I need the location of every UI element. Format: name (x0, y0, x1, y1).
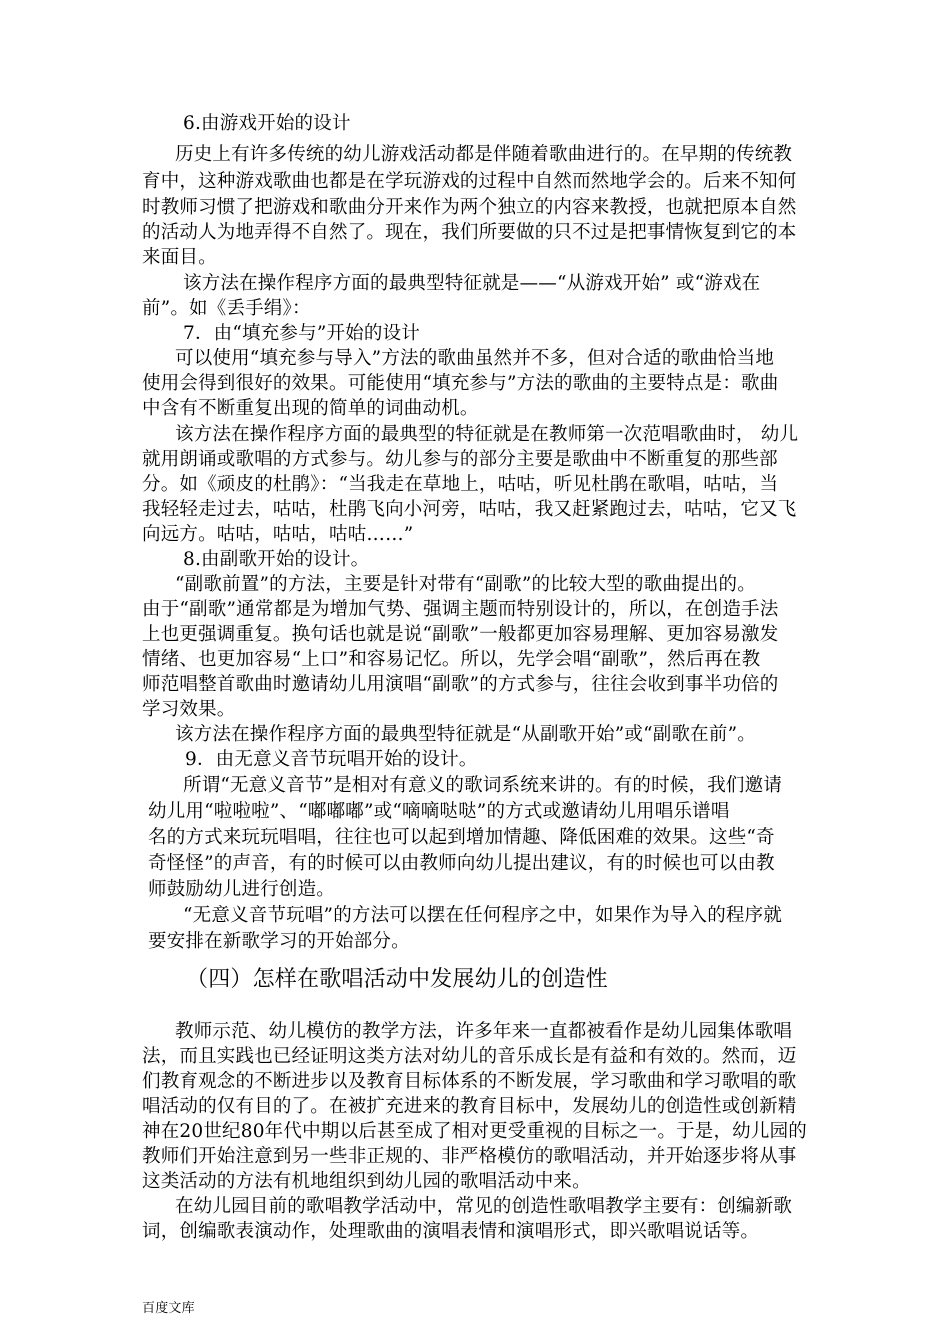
text-line: 学习效果。 (142, 699, 236, 720)
text-line: 幼儿用“啦啦啦”、“嘟嘟嘟”或“嘀嘀哒哒”的方式或邀请幼儿用唱乐谱唱 (148, 801, 730, 822)
text-line: 教师示范、幼儿模仿的教学方法，许多年来一直都被看作是幼儿园集体歌唱 (175, 1021, 793, 1042)
text-line: 唱活动的仅有目的了。在被扩充进来的教育目标中，发展幼儿的创造性或创新精 (142, 1096, 797, 1117)
text-line: 使用会得到很好的效果。可能使用“填充参与”方法的歌曲的主要特点是：歌曲 (142, 373, 779, 394)
text-line: “无意义音节玩唱”的方法可以摆在任何程序之中，如果作为导入的程序就 (183, 905, 783, 926)
text-line: 师范唱整首歌曲时邀请幼儿用演唱“副歌”的方式参与，往往会收到事半功倍的 (142, 674, 779, 695)
text-line: 们教育观念的不断进步以及教育目标体系的不断发展，学习歌曲和学习歌唱的歌 (142, 1071, 797, 1092)
text-line: 向远方。咕咕，咕咕，咕咕……” (142, 524, 414, 545)
section-heading-8: 8.由副歌开始的设计。 (183, 549, 370, 570)
text-line: 该方法在操作程序方面的最典型特征就是“从副歌开始”或“副歌在前”。 (175, 724, 756, 745)
text-line: 可以使用“填充参与导入”方法的歌曲虽然并不多，但对合适的歌曲恰当地 (175, 348, 775, 369)
text-line: 要安排在新歌学习的开始部分。 (148, 931, 410, 952)
text-line: 奇怪怪”的声音，有的时候可以由教师向幼儿提出建议，有的时候也可以由教 (148, 853, 775, 874)
text-line: 师鼓励幼儿进行创造。 (148, 879, 336, 900)
text-line: 情绪、也更加容易“上口”和容易记忆。所以，先学会唱“副歌”，然后再在教 (142, 649, 761, 670)
text-line: 就用朗诵或歌唱的方式参与。幼儿参与的部分主要是歌曲中不断重复的那些部 (142, 449, 778, 470)
text-line: 的活动人为地弄得不自然了。现在，我们所要做的只不过是把事情恢复到它的本 (142, 222, 797, 243)
text-line: 教师们开始注意到另一些非正规的、非严格模仿的歌唱活动，并开始逐步将从事 (142, 1146, 797, 1167)
text-line: 时教师习惯了把游戏和歌曲分开来作为两个独立的内容来教授，也就把原本自然 (142, 197, 797, 218)
text-line: 名的方式来玩玩唱唱，往往也可以起到增加情趣、降低困难的效果。这些“奇 (148, 827, 775, 848)
text-line: 这类活动的方法有机地组织到幼儿园的歌唱活动中来。 (142, 1171, 591, 1192)
text-line: “副歌前置”的方法，主要是针对带有“副歌”的比较大型的歌曲提出的。 (175, 574, 756, 595)
text-line: 中含有不断重复出现的简单的词曲动机。 (142, 398, 479, 419)
text-line: 法，而且实践也已经证明这类方法对幼儿的音乐成长是有益和有效的。然而，迈 (142, 1046, 797, 1067)
text-line: 所谓“无意义音节”是相对有意义的歌词系统来讲的。有的时候，我们邀请 (183, 775, 783, 796)
text-line: 前”。如《丢手绢》： (142, 298, 311, 319)
section-heading-7: 7．由“填充参与”开始的设计 (183, 323, 420, 344)
text-line: 上也更强调重复。换句话也就是说“副歌”一般都更加容易理解、更加容易激发 (142, 624, 779, 645)
text-line: 该方法在操作程序方面的最典型的特征就是在教师第一次范唱歌曲时， 幼儿 (175, 424, 799, 445)
text-line: 来面目。 (142, 247, 217, 268)
chapter-heading: （四）怎样在歌唱活动中发展幼儿的创造性 (186, 967, 608, 992)
section-heading-6: 6.由游戏开始的设计 (183, 113, 351, 134)
text-line: 在幼儿园目前的歌唱教学活动中，常见的创造性歌唱教学主要有：创编新歌 (175, 1196, 793, 1217)
text-line: 由于“副歌”通常都是为增加气势、强调主题而特别设计的，所以，在创造手法 (142, 599, 779, 620)
text-line: 词，创编歌表演动作，处理歌曲的演唱表情和演唱形式，即兴歌唱说话等。 (142, 1221, 760, 1242)
text-line: 历史上有许多传统的幼儿游戏活动都是伴随着歌曲进行的。在早期的传统教 (175, 144, 793, 165)
text-line: 该方法在操作程序方面的最典型特征就是——“从游戏开始” 或“游戏在 (183, 273, 761, 294)
text-line: 我轻轻走过去，咕咕，杜鹃飞向小河旁，咕咕，我又赶紧跑过去，咕咕，它又飞 (142, 499, 797, 520)
text-line: 育中，这种游戏歌曲也都是在学玩游戏的过程中自然而然地学会的。后来不知何 (142, 171, 797, 192)
text-line: 神在20世纪80年代中期以后甚至成了相对更受重视的目标之一。于是，幼儿园的 (142, 1121, 807, 1142)
section-heading-9: 9．由无意义音节玩唱开始的设计。 (185, 749, 478, 770)
footer-label: 百度文库 (142, 1301, 195, 1316)
text-line: 分。如《顽皮的杜鹃》：“当我走在草地上，咕咕，听见杜鹃在歌唱，咕咕，当 (142, 474, 779, 495)
